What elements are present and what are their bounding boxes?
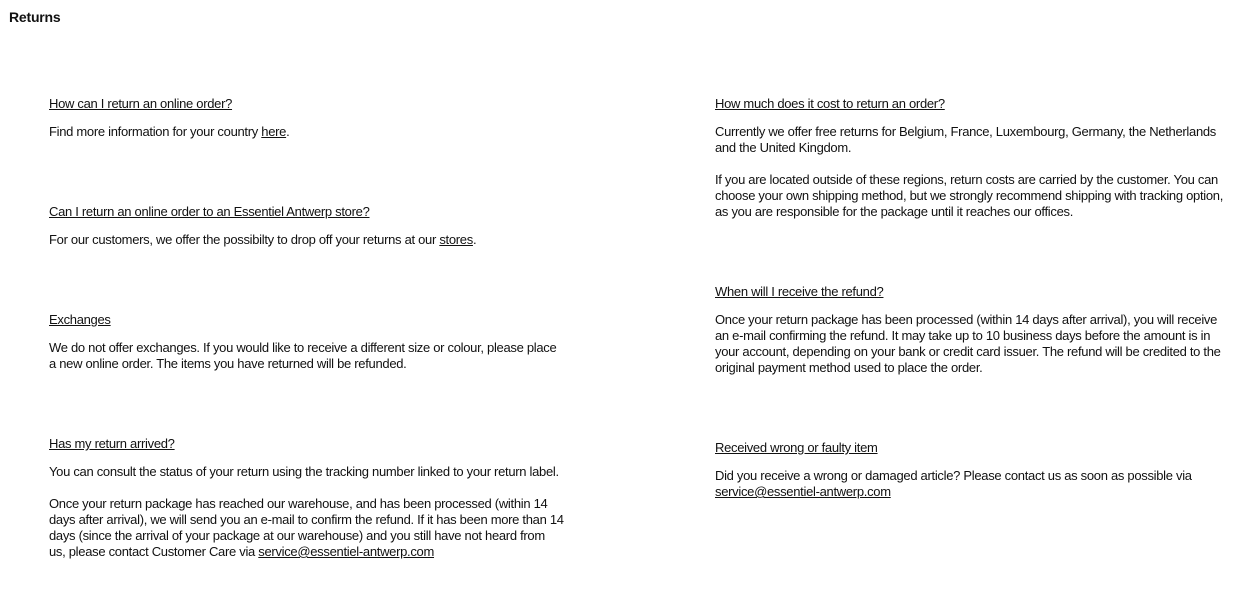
faq-question: Has my return arrived? (49, 436, 175, 451)
page-title: Returns (9, 9, 61, 25)
faq-answer-text: Once your return package has reached our warehouse, and has been processed (within 14 days after arrival), we will send you an e-mail to confirm the refund. If it has been more than 14 days (since the arrival of your package at our warehouse) and you still have not heard from us, please contact Customer Care via (49, 496, 564, 559)
faq-question: How can I return an online order? (49, 96, 233, 111)
faq-answer: We do not offer exchanges. If you would like to receive a different size or colour, please place a new online order. The items you have returned will be refunded. (49, 340, 557, 371)
faq-answer (49, 496, 564, 560)
faq-answer: If you are located outside of these regions, return costs are carried by the customer. You can choose your own shipping method, but we strongly recommend shipping with tracking option, as you are responsible for the package until it reaches our offices. (715, 172, 1224, 219)
faq-refund-timing (715, 284, 1227, 376)
customer-care-email-link[interactable]: service@essentiel-antwerp.com (258, 544, 435, 559)
faq-return-online-order (49, 96, 564, 140)
faq-return-arrived (49, 436, 564, 560)
faq-return-cost (715, 96, 1227, 220)
faq-question: Received wrong or faulty item (715, 440, 878, 455)
faq-answer (715, 468, 1227, 500)
faq-answer (49, 124, 564, 140)
stores-link[interactable]: stores (439, 232, 473, 247)
faq-answer-text: Find more information for your country (49, 124, 262, 139)
faq-question: Can I return an online order to an Essentiel Antwerp store? (49, 204, 370, 219)
faq-answer-text: Did you receive a wrong or damaged article? Please contact us as soon as possible via (715, 468, 1192, 483)
faq-answer-text: . (472, 232, 477, 247)
faq-answer (49, 232, 564, 248)
faq-answer-text: . (286, 124, 290, 139)
faq-wrong-item (715, 440, 1227, 500)
faq-exchanges (49, 312, 564, 372)
faq-answer: You can consult the status of your return using the tracking number linked to your return label. (49, 464, 559, 479)
faq-answer-text: For our customers, we offer the possibilty to drop off your returns at our (49, 232, 440, 247)
faq-answer: Currently we offer free returns for Belgium, France, Luxembourg, Germany, the Netherlands and the United Kingdom. (715, 124, 1217, 155)
faq-return-to-store (49, 204, 564, 248)
faq-question: How much does it cost to return an order? (715, 96, 945, 111)
country-info-link[interactable]: here (261, 124, 287, 139)
faq-question: When will I receive the refund? (715, 284, 884, 299)
faq-question: Exchanges (49, 312, 111, 327)
service-email-link[interactable]: service@essentiel-antwerp.com (715, 484, 891, 499)
faq-answer: Once your return package has been processed (within 14 days after arrival), you will receive an e-mail confirming the refund. It may take up to 10 business days before the amount is in your account, depending on your bank or credit card issuer. The refund will be credited to the original payment method used to place the order. (715, 312, 1221, 375)
